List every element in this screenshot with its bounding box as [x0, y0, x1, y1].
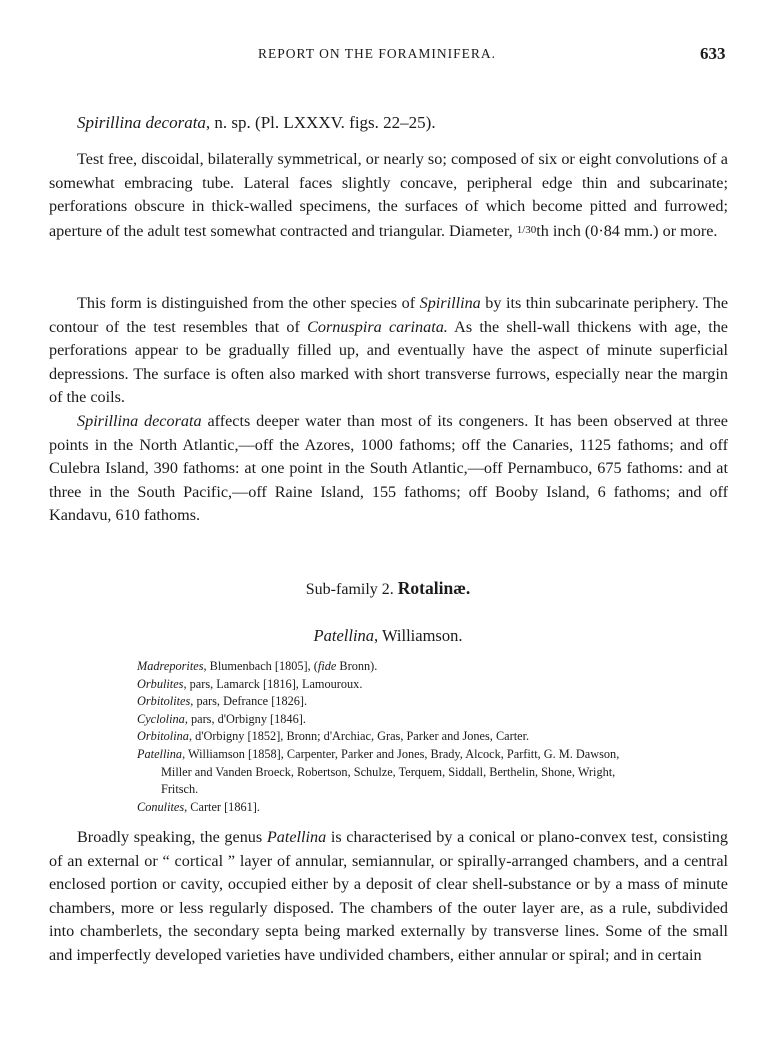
synonym-taxon: Orbulites: [137, 676, 184, 691]
species-name: Spirillina decorata: [77, 113, 206, 132]
synonym-citation: , Blumenbach [1805], (: [203, 659, 318, 673]
species-heading: [77, 113, 436, 133]
text-run: This form is distinguished from the other species of: [77, 294, 420, 312]
synonymy-entry: [137, 799, 737, 817]
description-text-end: th inch (0·84 mm.) or more.: [536, 221, 718, 240]
text-run: by its thin subcarinate periphery. The contour of the test resembles that of: [49, 294, 729, 336]
species-ref: Spirillina decorata: [77, 411, 202, 430]
synonym-citation: , pars, d'Orbigny [1846].: [184, 711, 306, 726]
text-run: affects deeper water than most of its congeners. It has been observed at three points in the North Atlantic,—off the Azores, 1000 fathoms; off the Canaries, 1125 fathoms; and off Culebra Island, 390 fathoms: at one point in the South Atlantic,—off Pernambuco, 675 fathoms: and at three in the South Pacific,—off Raine Island, 155 fathoms; off Booby Island, 6 fathoms; and off Kandavu, 610 fathoms.: [49, 411, 728, 525]
synonymy-continuation: Miller and Vanden Broeck, Robertson, Schulze, Terquem, Siddall, Berthelin, Shone, Wright,: [161, 764, 616, 779]
synonymy-entry: [137, 693, 737, 711]
synonymy-entry: [137, 658, 737, 676]
genus-description: [49, 826, 728, 968]
synonym-taxon: Orbitolina: [137, 729, 189, 744]
synonym-citation: , pars, Defrance [1826].: [190, 694, 308, 709]
description-text: Test free, discoidal, bilaterally symmetrical, or nearly so; composed of six or eight convolutions of a somewhat embracing tube. Lateral faces slightly concave, peripheral edge thin and subcarinate; perforations obscure in thick-walled specimens, the surfaces of which become pitted and furrowed; aperture of the adult test somewhat contracted and triangular. Diameter,: [49, 150, 728, 240]
discussion-paragraph-2: [49, 410, 728, 528]
species-description: [49, 148, 728, 243]
synonym-taxon: Madreporites: [137, 659, 204, 673]
synonymy-entry: [137, 746, 737, 764]
genus-ref: Patellina: [266, 828, 327, 846]
species-reference: , n. sp. (Pl. LXXXV. figs. 22–25).: [205, 113, 436, 132]
synonym-taxon: Patellina: [137, 746, 183, 761]
synonymy-list: [137, 658, 737, 816]
species-discussion: [49, 292, 728, 528]
subfamily-prefix: Sub-family 2.: [305, 581, 394, 598]
genus-heading: [0, 626, 776, 646]
subfamily-name: Rotalinæ.: [397, 578, 471, 598]
page-number: 633: [700, 44, 726, 63]
species-ref: Cornuspira carinata.: [307, 317, 448, 336]
subfamily-heading: [0, 578, 776, 599]
synonym-citation: , pars, Lamarck [1816], Lamouroux.: [183, 676, 363, 691]
synonym-citation: , d'Orbigny [1852], Bronn; d'Archiac, Gras, Parker and Jones, Carter.: [188, 729, 530, 744]
text-run: Broadly speaking, the genus: [77, 828, 267, 846]
synonymy-entry: [137, 711, 737, 729]
synonymy-entry: [137, 728, 737, 746]
running-head: [0, 44, 776, 68]
text-run: As the shell-wall thickens with age, the perforations appear to be gradually filled up, and eventually have the aspect of minute superficial depressions. The surface is often also marked with short transverse furrows, especially near the margin of the coils.: [49, 317, 728, 407]
synonym-citation-end: Bronn).: [336, 659, 378, 673]
synonym-fide: fide: [317, 659, 337, 673]
synonym-citation: , Williamson [1858], Carpenter, Parker and Jones, Brady, Alcock, Parfitt, G. M. Dawson,: [182, 746, 620, 761]
genus-ref: Spirillina: [419, 294, 481, 312]
genus-author: , Williamson.: [374, 626, 463, 645]
diameter-fraction: 1/30: [516, 223, 537, 236]
synonymy-continuation: Fritsch.: [161, 782, 199, 797]
synonym-citation: , Carter [1861].: [184, 799, 260, 814]
synonymy-entry: [137, 676, 737, 694]
genus-name: Patellina: [313, 626, 375, 645]
synonym-taxon: Cyclolina: [137, 711, 185, 726]
synonym-taxon: Orbitolites: [137, 694, 191, 709]
synonym-taxon: Conulites: [137, 799, 185, 814]
text-run: is characterised by a conical or plano-convex test, consisting of an external or “ cortical ” layer of annular, semiannular, or spirally-arranged chambers, and a central enclosed portion or cavity, occupied either by a deposit of clear shell-substance or by a mass of minute chambers, more or less regularly disposed. The chambers of the outer layer are, as a rule, subdivided into chamberlets, the secondary septa being marked externally by transverse lines. Some of the small and imperfectly developed varieties have undivided chambers, either annular or spiral; and in certain: [49, 828, 728, 964]
discussion-paragraph-1: [49, 292, 728, 410]
running-title: REPORT ON THE FORAMINIFERA.: [258, 46, 496, 61]
